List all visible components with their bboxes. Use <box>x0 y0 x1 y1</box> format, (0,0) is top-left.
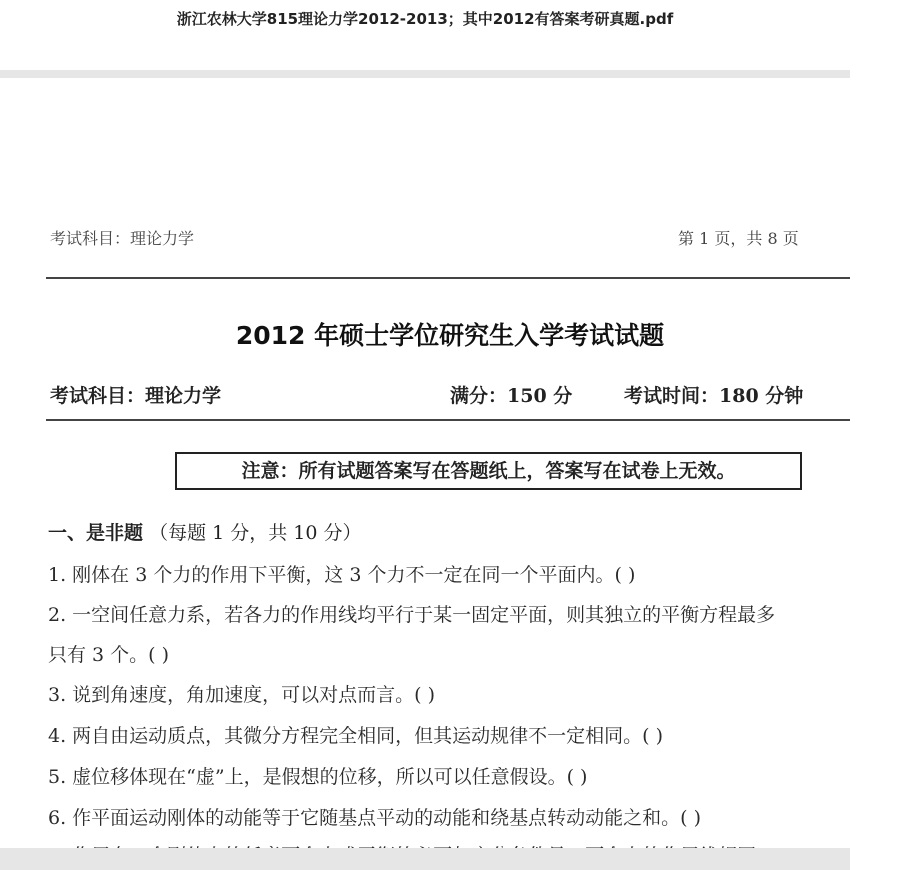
viewer-toolbar <box>0 0 850 70</box>
question-2-continued: 只有 3 个。( ) <box>48 644 170 666</box>
question-5: 5. 虚位移体现在“虚”上，是假想的位移，所以可以任意假设。( ) <box>48 766 588 788</box>
exam-time: 考试时间：180 分钟 <box>624 385 804 407</box>
document-title: 浙江农林大学815理论力学2012-2013；其中2012有答案考研真题.pdf <box>176 10 674 28</box>
header-rule <box>46 277 850 279</box>
question-1: 1. 刚体在 3 个力的作用下平衡，这 3 个力不一定在同一个平面内。( ) <box>48 564 636 586</box>
exam-full-score: 满分：150 分 <box>450 385 573 407</box>
section-note: （每题 1 分，共 10 分） <box>149 522 362 544</box>
notice-box: 注意：所有试题答案写在答题纸上，答案写在试卷上无效。 <box>175 452 802 490</box>
page-separator <box>0 70 850 78</box>
section-title <box>48 518 362 545</box>
meta-rule <box>46 419 850 421</box>
exam-subject: 考试科目：理论力学 <box>50 385 222 407</box>
question-3: 3. 说到角速度，角加速度，可以对点而言。( ) <box>48 684 436 706</box>
page-header-page-info: 第 1 页，共 8 页 <box>678 229 799 248</box>
question-4: 4. 两自由运动质点，其微分方程完全相同，但其运动规律不一定相同。( ) <box>48 725 664 747</box>
exam-title: 2012 年硕士学位研究生入学考试试题 <box>235 321 665 350</box>
question-6: 6. 作平面运动刚体的动能等于它随基点平动的动能和绕基点转动动能之和。( ) <box>48 807 702 829</box>
section-heading: 一、是非题 <box>48 522 144 544</box>
page-header-subject: 考试科目：理论力学 <box>50 229 195 248</box>
pdf-page[interactable] <box>0 78 850 848</box>
question-2: 2. 一空间任意力系，若各力的作用线均平行于某一固定平面，则其独立的平衡方程最多 <box>48 604 776 626</box>
page-separator-bottom <box>0 848 850 870</box>
